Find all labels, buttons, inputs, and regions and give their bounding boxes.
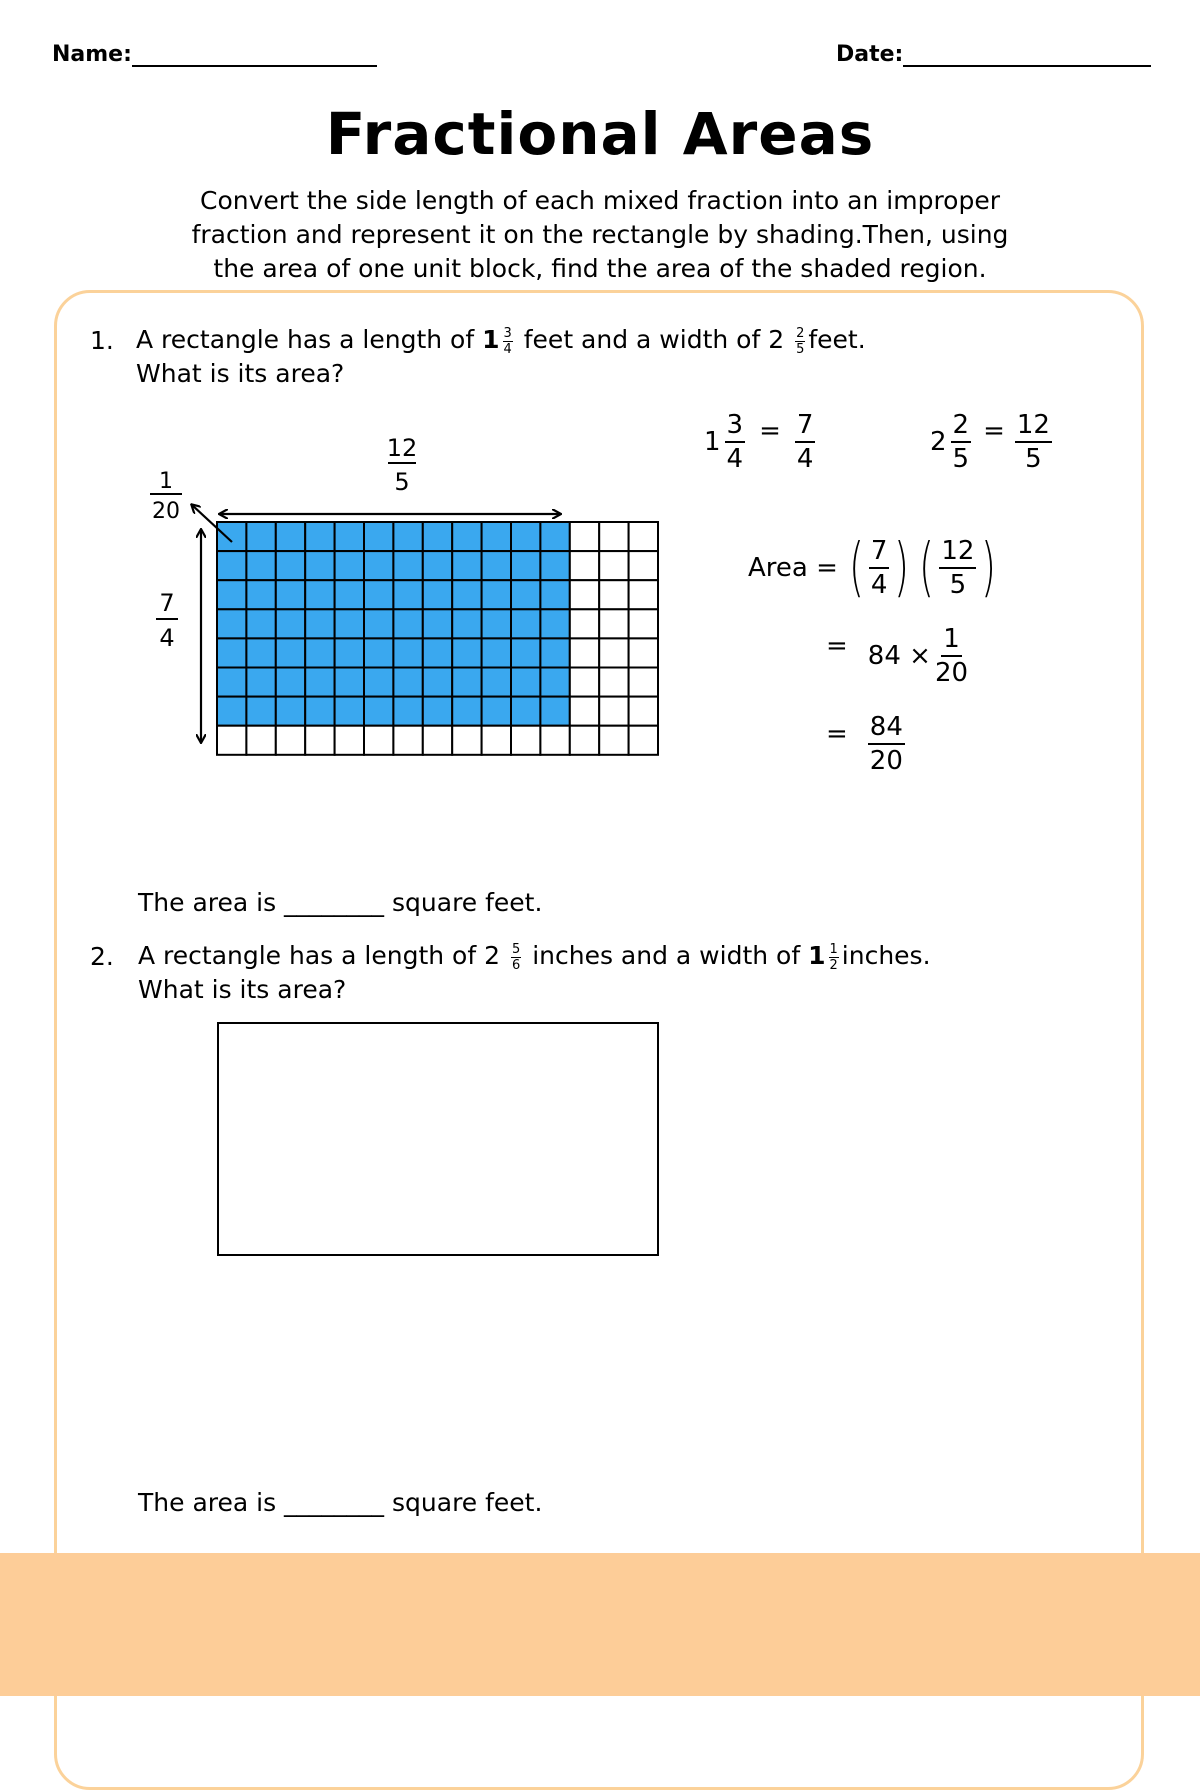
shaded-unit-cell — [276, 522, 305, 551]
conv1-fraction: $\frac{3}{4}$ — [726, 410, 744, 474]
area-step-2 — [826, 626, 968, 686]
shaded-unit-cell — [305, 551, 334, 580]
side-numerator: 7 — [159, 589, 175, 617]
q1-text — [136, 323, 1086, 391]
shaded-unit-cell — [246, 580, 275, 609]
shaded-unit-cell — [393, 580, 422, 609]
unit-cell — [629, 522, 658, 551]
unit-cell — [570, 551, 599, 580]
shaded-unit-cell — [511, 668, 540, 697]
shaded-unit-cell — [393, 522, 422, 551]
shaded-unit-cell — [335, 609, 364, 638]
shaded-unit-cell — [217, 551, 246, 580]
shaded-unit-cell — [335, 580, 364, 609]
unit-cell — [629, 726, 658, 755]
q1-number: 1. — [90, 326, 114, 355]
shaded-unit-cell — [246, 697, 275, 726]
shaded-unit-cell — [305, 668, 334, 697]
shaded-unit-cell — [393, 551, 422, 580]
q2-answer-line[interactable]: The area is ________ square feet. — [138, 1488, 543, 1517]
area-expression — [748, 531, 1001, 605]
unit-cell — [246, 726, 275, 755]
shaded-unit-cell — [364, 522, 393, 551]
shaded-unit-cell — [305, 697, 334, 726]
shaded-unit-cell — [217, 668, 246, 697]
shaded-unit-cell — [540, 609, 569, 638]
unit-cell — [511, 726, 540, 755]
shaded-unit-cell — [276, 668, 305, 697]
unit-cell — [599, 726, 628, 755]
unit-cell — [599, 609, 628, 638]
area-label: Area = — [748, 553, 838, 583]
unit-cell — [364, 726, 393, 755]
shaded-unit-cell — [482, 609, 511, 638]
shaded-unit-cell — [452, 609, 481, 638]
shaded-unit-cell — [276, 697, 305, 726]
top-numerator: 12 — [386, 434, 418, 462]
q2-text — [138, 939, 1088, 1007]
unit-cell — [599, 697, 628, 726]
unit-cell — [217, 726, 246, 755]
shaded-unit-cell — [423, 580, 452, 609]
q2-length-fraction: $\frac{5}{6}$ — [511, 941, 521, 973]
step3-fraction: $\frac{84}{20}$ — [869, 712, 903, 776]
conv1-whole: 1 — [704, 427, 721, 457]
q1-line2: What is its area? — [136, 359, 345, 388]
shaded-unit-cell — [511, 609, 540, 638]
shaded-unit-cell — [540, 638, 569, 667]
date-blank[interactable] — [903, 43, 1151, 67]
q1-answer-line[interactable]: The area is ________ square feet. — [138, 888, 543, 917]
shaded-unit-cell — [246, 638, 275, 667]
unit-cell — [305, 726, 334, 755]
unit-cell — [629, 551, 658, 580]
unit-cell — [570, 726, 599, 755]
unit-cell — [629, 638, 658, 667]
shaded-unit-cell — [452, 522, 481, 551]
instruction-line: fraction and represent it on the rectangle by shading.Then, using — [191, 220, 1009, 249]
conv1-improper: $\frac{7}{4}$ — [796, 410, 814, 474]
shaded-unit-cell — [511, 551, 540, 580]
unit-cell — [540, 726, 569, 755]
date-label: Date: — [836, 42, 904, 67]
shaded-unit-cell — [335, 668, 364, 697]
conv2-whole: 2 — [930, 427, 947, 457]
unit-cell — [570, 580, 599, 609]
unit-cell — [393, 726, 422, 755]
shaded-unit-cell — [335, 638, 364, 667]
footer-band — [0, 1553, 1200, 1696]
q2-line2: What is its area? — [138, 975, 347, 1004]
shaded-unit-cell — [423, 551, 452, 580]
shaded-unit-cell — [364, 668, 393, 697]
shaded-unit-cell — [511, 638, 540, 667]
shaded-unit-cell — [393, 697, 422, 726]
shaded-unit-cell — [511, 522, 540, 551]
shaded-unit-cell — [540, 580, 569, 609]
conversion-2 — [930, 412, 1052, 472]
shaded-unit-cell — [305, 580, 334, 609]
q2-number: 2. — [90, 942, 114, 971]
shaded-unit-cell — [452, 668, 481, 697]
unit-cell — [570, 522, 599, 551]
instructions — [100, 184, 1100, 286]
shaded-unit-cell — [217, 697, 246, 726]
q2-width-whole: 1 — [808, 941, 826, 970]
conversion-1 — [704, 412, 815, 472]
conv1-equals: = — [759, 416, 781, 446]
shaded-unit-cell — [364, 638, 393, 667]
shaded-unit-cell — [393, 668, 422, 697]
step2-prefix: 84 × — [867, 641, 931, 671]
name-field[interactable] — [52, 42, 377, 67]
shaded-unit-cell — [482, 580, 511, 609]
paren: ) — [894, 531, 910, 605]
area-step-3 — [826, 714, 905, 774]
shaded-unit-cell — [482, 638, 511, 667]
q1-width-whole: 2 — [768, 325, 785, 354]
shaded-unit-cell — [452, 580, 481, 609]
conv2-improper: $\frac{12}{5}$ — [1016, 410, 1050, 474]
shaded-unit-cell — [482, 697, 511, 726]
shaded-unit-cell — [217, 522, 246, 551]
shaded-unit-cell — [511, 580, 540, 609]
shaded-unit-cell — [393, 638, 422, 667]
unit-cell — [599, 551, 628, 580]
unit-grid — [217, 522, 658, 755]
unit-cell — [570, 638, 599, 667]
shaded-unit-cell — [423, 668, 452, 697]
shaded-unit-cell — [540, 697, 569, 726]
shaded-unit-cell — [276, 580, 305, 609]
instruction-line: Convert the side length of each mixed fraction into an improper — [199, 186, 1001, 215]
q1-diagram — [140, 430, 680, 770]
unit-cell — [570, 697, 599, 726]
q2-drawing-area[interactable] — [217, 1022, 659, 1256]
unit-cell — [629, 580, 658, 609]
shaded-unit-cell — [364, 697, 393, 726]
shaded-unit-cell — [423, 522, 452, 551]
shaded-unit-cell — [276, 638, 305, 667]
q1-text-c: feet. — [808, 325, 866, 354]
shaded-unit-cell — [452, 697, 481, 726]
shaded-unit-cell — [482, 522, 511, 551]
equals-sign: = — [826, 719, 848, 749]
shaded-unit-cell — [423, 697, 452, 726]
shaded-unit-cell — [305, 638, 334, 667]
shaded-unit-cell — [482, 668, 511, 697]
q1-text-a: A rectangle has a length of — [136, 325, 475, 354]
unit-cell — [570, 668, 599, 697]
step2-fraction: $\frac{1}{20}$ — [934, 624, 969, 688]
unit-denominator: 20 — [152, 499, 180, 524]
name-label: Name: — [52, 42, 132, 67]
shaded-unit-cell — [540, 522, 569, 551]
q1-width-fraction: $\frac{2}{5}$ — [796, 325, 805, 357]
shaded-unit-cell — [364, 609, 393, 638]
shaded-unit-cell — [423, 638, 452, 667]
equals-sign: = — [826, 631, 848, 661]
shaded-unit-cell — [511, 697, 540, 726]
unit-cell — [599, 580, 628, 609]
unit-cell — [599, 638, 628, 667]
unit-cell — [276, 726, 305, 755]
shaded-unit-cell — [276, 609, 305, 638]
paren: ) — [981, 531, 997, 605]
shaded-unit-cell — [335, 551, 364, 580]
unit-numerator: 1 — [159, 469, 173, 494]
shaded-unit-cell — [305, 522, 334, 551]
shaded-unit-cell — [482, 551, 511, 580]
top-denominator: 5 — [394, 468, 410, 496]
date-field[interactable] — [836, 42, 1151, 67]
paren: ( — [919, 531, 935, 605]
shaded-unit-cell — [452, 638, 481, 667]
shaded-unit-cell — [452, 551, 481, 580]
conv2-fraction: $\frac{2}{5}$ — [952, 410, 970, 474]
shaded-unit-cell — [393, 609, 422, 638]
q2-text-a: A rectangle has a length of — [138, 941, 477, 970]
shaded-unit-cell — [246, 609, 275, 638]
unit-cell — [629, 609, 658, 638]
unit-cell — [629, 668, 658, 697]
shaded-unit-cell — [540, 551, 569, 580]
instruction-line: the area of one unit block, find the area of the shaded region. — [213, 254, 987, 283]
unit-cell — [423, 726, 452, 755]
shaded-unit-cell — [246, 668, 275, 697]
unit-cell — [570, 609, 599, 638]
shaded-unit-cell — [540, 668, 569, 697]
shaded-unit-cell — [364, 580, 393, 609]
unit-cell — [599, 522, 628, 551]
shaded-unit-cell — [364, 551, 393, 580]
unit-cell — [599, 668, 628, 697]
page-title: Fractional Areas — [325, 100, 875, 168]
q2-text-b: inches and a width of — [532, 941, 801, 970]
shaded-unit-cell — [217, 638, 246, 667]
unit-cell — [452, 726, 481, 755]
area-factor-1: $\frac{7}{4}$ — [870, 536, 888, 600]
shaded-unit-cell — [335, 697, 364, 726]
q1-length-fraction: $\frac{3}{4}$ — [503, 325, 512, 357]
q1-text-b: feet and a width of — [523, 325, 761, 354]
shaded-unit-cell — [217, 580, 246, 609]
paren: ( — [848, 531, 864, 605]
side-denominator: 4 — [159, 624, 175, 652]
shaded-unit-cell — [217, 609, 246, 638]
area-factor-2: $\frac{12}{5}$ — [941, 536, 975, 600]
shaded-unit-cell — [305, 609, 334, 638]
unit-cell — [629, 697, 658, 726]
shaded-unit-cell — [246, 551, 275, 580]
shaded-unit-cell — [246, 522, 275, 551]
shaded-unit-cell — [276, 551, 305, 580]
shaded-unit-cell — [423, 609, 452, 638]
q2-text-c: inches. — [841, 941, 931, 970]
conv2-equals: = — [983, 416, 1005, 446]
shaded-unit-cell — [335, 522, 364, 551]
unit-cell — [335, 726, 364, 755]
q2-width-fraction: $\frac{1}{2}$ — [829, 941, 838, 973]
name-blank[interactable] — [132, 43, 377, 67]
unit-cell — [482, 726, 511, 755]
q2-length-whole: 2 — [484, 941, 501, 970]
q1-length-whole: 1 — [482, 325, 500, 354]
